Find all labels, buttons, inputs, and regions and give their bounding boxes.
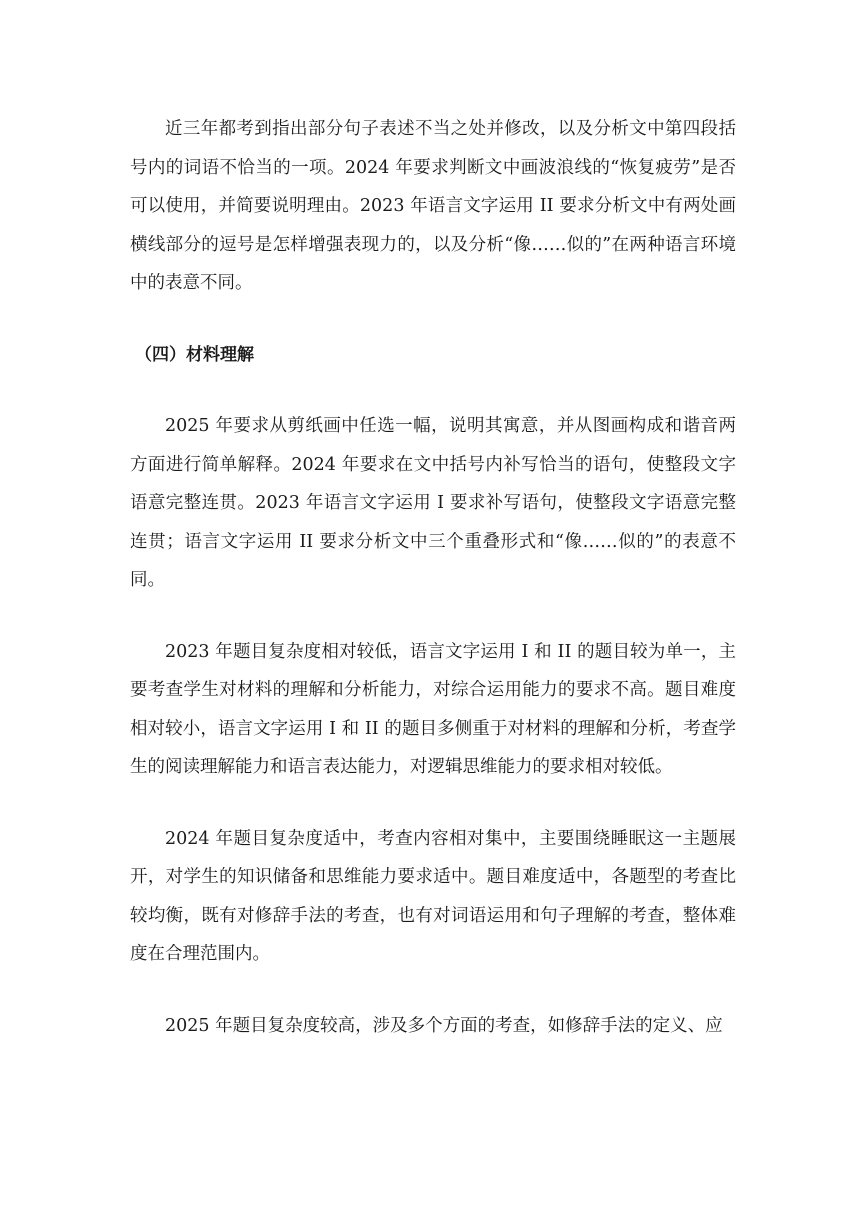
paragraph-2024-analysis: 2024 年题目复杂度适中，考查内容相对集中，主要围绕睡眠这一主题展开，对学生的知识储备和思维能力要求适中。题目难度适中，各题型的考查比较均衡，既有对修辞手法的考查，也有对词语运用和句子理解的考查，整体难度在合理范围内。 [130,828,736,964]
paragraph-2025-analysis: 2025 年题目复杂度较高，涉及多个方面的考查，如修辞手法的定义、应 [165,1015,723,1036]
paragraph-language-expression-summary: 近三年都考到指出部分句子表述不当之处并修改，以及分析文中第四段括号内的词语不恰当的一项。2024 年要求判断文中画波浪线的“恢复疲劳”是否可以使用，并简要说明理由。2023 年语言文字运用 II 要求分析文中有两处画横线部分的逗号是怎样增强表现力的，以及分析“像……似的”在两种语言环境中的表意不同。 [130,119,736,293]
section-heading-material-comprehension: （四）材料理解 [135,344,254,365]
paragraph-material-comprehension: 2025 年要求从剪纸画中任选一幅，说明其寓意，并从图画构成和谐音两方面进行简单解释。2024 年要求在文中括号内补写恰当的语句，使整段文字语意完整连贯。2023 年语言文字运用 I 要求补写语句，使整段文字语意完整连贯；语言文字运用 II 要求分析文中三个重叠形式和“像……似的”的表意不同。 [130,416,736,590]
paragraph-2023-analysis: 2023 年题目复杂度相对较低，语言文字运用 I 和 II 的题目较为单一，主要考查学生对材料的理解和分析能力，对综合运用能力的要求不高。题目难度相对较小，语言文字运用 I 和 II 的题目多侧重于对材料的理解和分析，考查学生的阅读理解能力和语言表达能力，对逻辑思维能力的要求相对较低。 [130,641,736,777]
document-body [130,110,736,1078]
